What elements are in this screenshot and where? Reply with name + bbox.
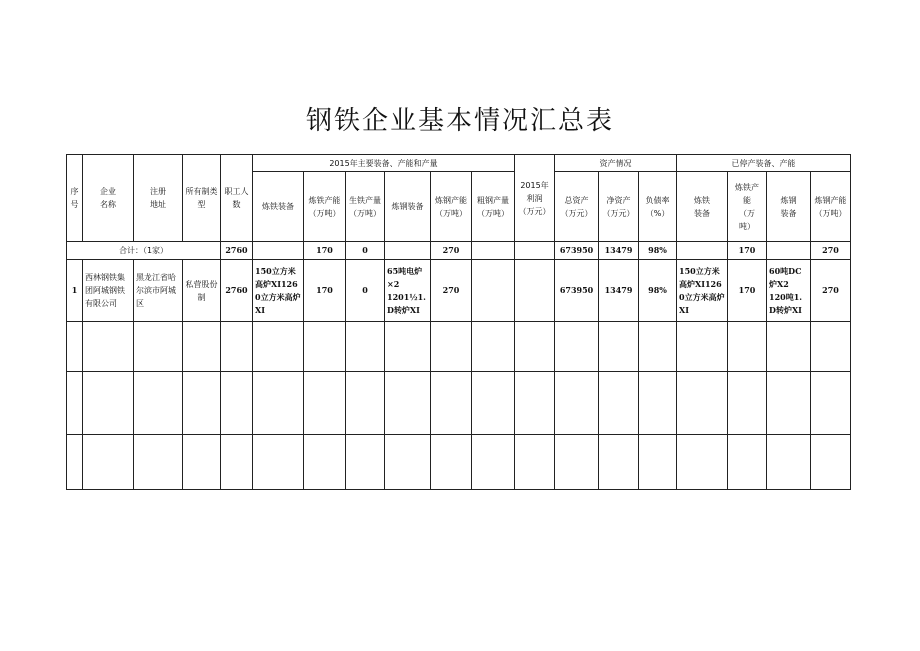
total-stop-iron-equip	[677, 242, 728, 260]
header-row-groups	[67, 155, 851, 172]
total-stop-iron-cap: 170	[728, 242, 767, 260]
row-seq: 1	[67, 260, 83, 322]
col-header-total-assets: 总资产 （万元）	[555, 172, 599, 242]
col-header-crude-out: 粗钢产量 （万吨）	[472, 172, 515, 242]
col-header-stop-iron-equip: 炼铁 装备	[677, 172, 728, 242]
summary-table	[66, 154, 851, 490]
col-header-net-assets: 净资产 （万元）	[599, 172, 639, 242]
empty-row	[67, 372, 851, 435]
col-header-iron-out: 生铁产量 （万吨）	[346, 172, 385, 242]
empty-row	[67, 322, 851, 372]
col-header-stop-steel-cap: 炼钢产能 （万吨）	[811, 172, 851, 242]
col-header-staff: 职工人 数	[221, 155, 253, 242]
row-steel-cap: 270	[431, 260, 472, 322]
row-stop-steel-cap: 270	[811, 260, 851, 322]
group-header-assets: 资产情况	[555, 155, 677, 172]
row-iron-cap: 170	[304, 260, 346, 322]
total-iron-cap: 170	[304, 242, 346, 260]
group-header-equipment: 2015年主要装备、产能和产量	[253, 155, 515, 172]
total-row	[67, 242, 851, 260]
row-net-assets: 13479	[599, 260, 639, 322]
total-total-assets: 673950	[555, 242, 599, 260]
row-crude-out	[472, 260, 515, 322]
total-stop-steel-cap: 270	[811, 242, 851, 260]
total-stop-steel-equip	[767, 242, 811, 260]
total-debt-ratio: 98%	[639, 242, 677, 260]
col-header-steel-cap: 炼钢产能 （万吨）	[431, 172, 472, 242]
total-label: 合计：（1家）	[67, 242, 221, 260]
row-company: 西林钢铁集团阿城钢铁有限公司	[83, 260, 134, 322]
col-header-steel-equip: 炼钢装备	[385, 172, 431, 242]
row-iron-equip: 150立方米高炉XI1260立方米高炉XI	[253, 260, 304, 322]
total-steel-equip	[385, 242, 431, 260]
row-stop-steel-equip: 60吨DC炉X2 120吨1.D转炉XI	[767, 260, 811, 322]
total-steel-cap: 270	[431, 242, 472, 260]
row-debt-ratio: 98%	[639, 260, 677, 322]
col-header-debt-ratio: 负债率 （%）	[639, 172, 677, 242]
row-ownership: 私营股份制	[183, 260, 221, 322]
row-steel-equip: 65吨电炉×2 1201½1.D转炉XI	[385, 260, 431, 322]
group-header-stopped: 已停产装备、产能	[677, 155, 851, 172]
total-iron-equip	[253, 242, 304, 260]
total-iron-out: 0	[346, 242, 385, 260]
empty-row	[67, 435, 851, 490]
col-header-stop-steel-equip: 炼钢 装备	[767, 172, 811, 242]
total-staff: 2760	[221, 242, 253, 260]
row-staff: 2760	[221, 260, 253, 322]
col-header-company: 企业 名称	[83, 155, 134, 242]
col-header-ownership: 所有制类 型	[183, 155, 221, 242]
total-crude-out	[472, 242, 515, 260]
total-net-assets: 13479	[599, 242, 639, 260]
col-header-iron-equip: 炼铁装备	[253, 172, 304, 242]
row-total-assets: 673950	[555, 260, 599, 322]
col-header-profit: 2015年 利润 （万元）	[515, 155, 555, 242]
row-stop-iron-equip: 150立方米高炉XI1260立方米高炉XI	[677, 260, 728, 322]
row-address: 黑龙江省哈尔滨市阿城区	[134, 260, 183, 322]
page-title: 钢铁企业基本情况汇总表	[305, 106, 614, 136]
row-iron-out: 0	[346, 260, 385, 322]
row-profit	[515, 260, 555, 322]
total-profit	[515, 242, 555, 260]
col-header-seq: 序 号	[67, 155, 83, 242]
col-header-address: 注册 地址	[134, 155, 183, 242]
row-stop-iron-cap: 170	[728, 260, 767, 322]
col-header-stop-iron-cap: 炼铁产 能 （万 吨）	[728, 172, 767, 242]
table-row	[67, 260, 851, 322]
col-header-iron-cap: 炼铁产能 （万吨）	[304, 172, 346, 242]
